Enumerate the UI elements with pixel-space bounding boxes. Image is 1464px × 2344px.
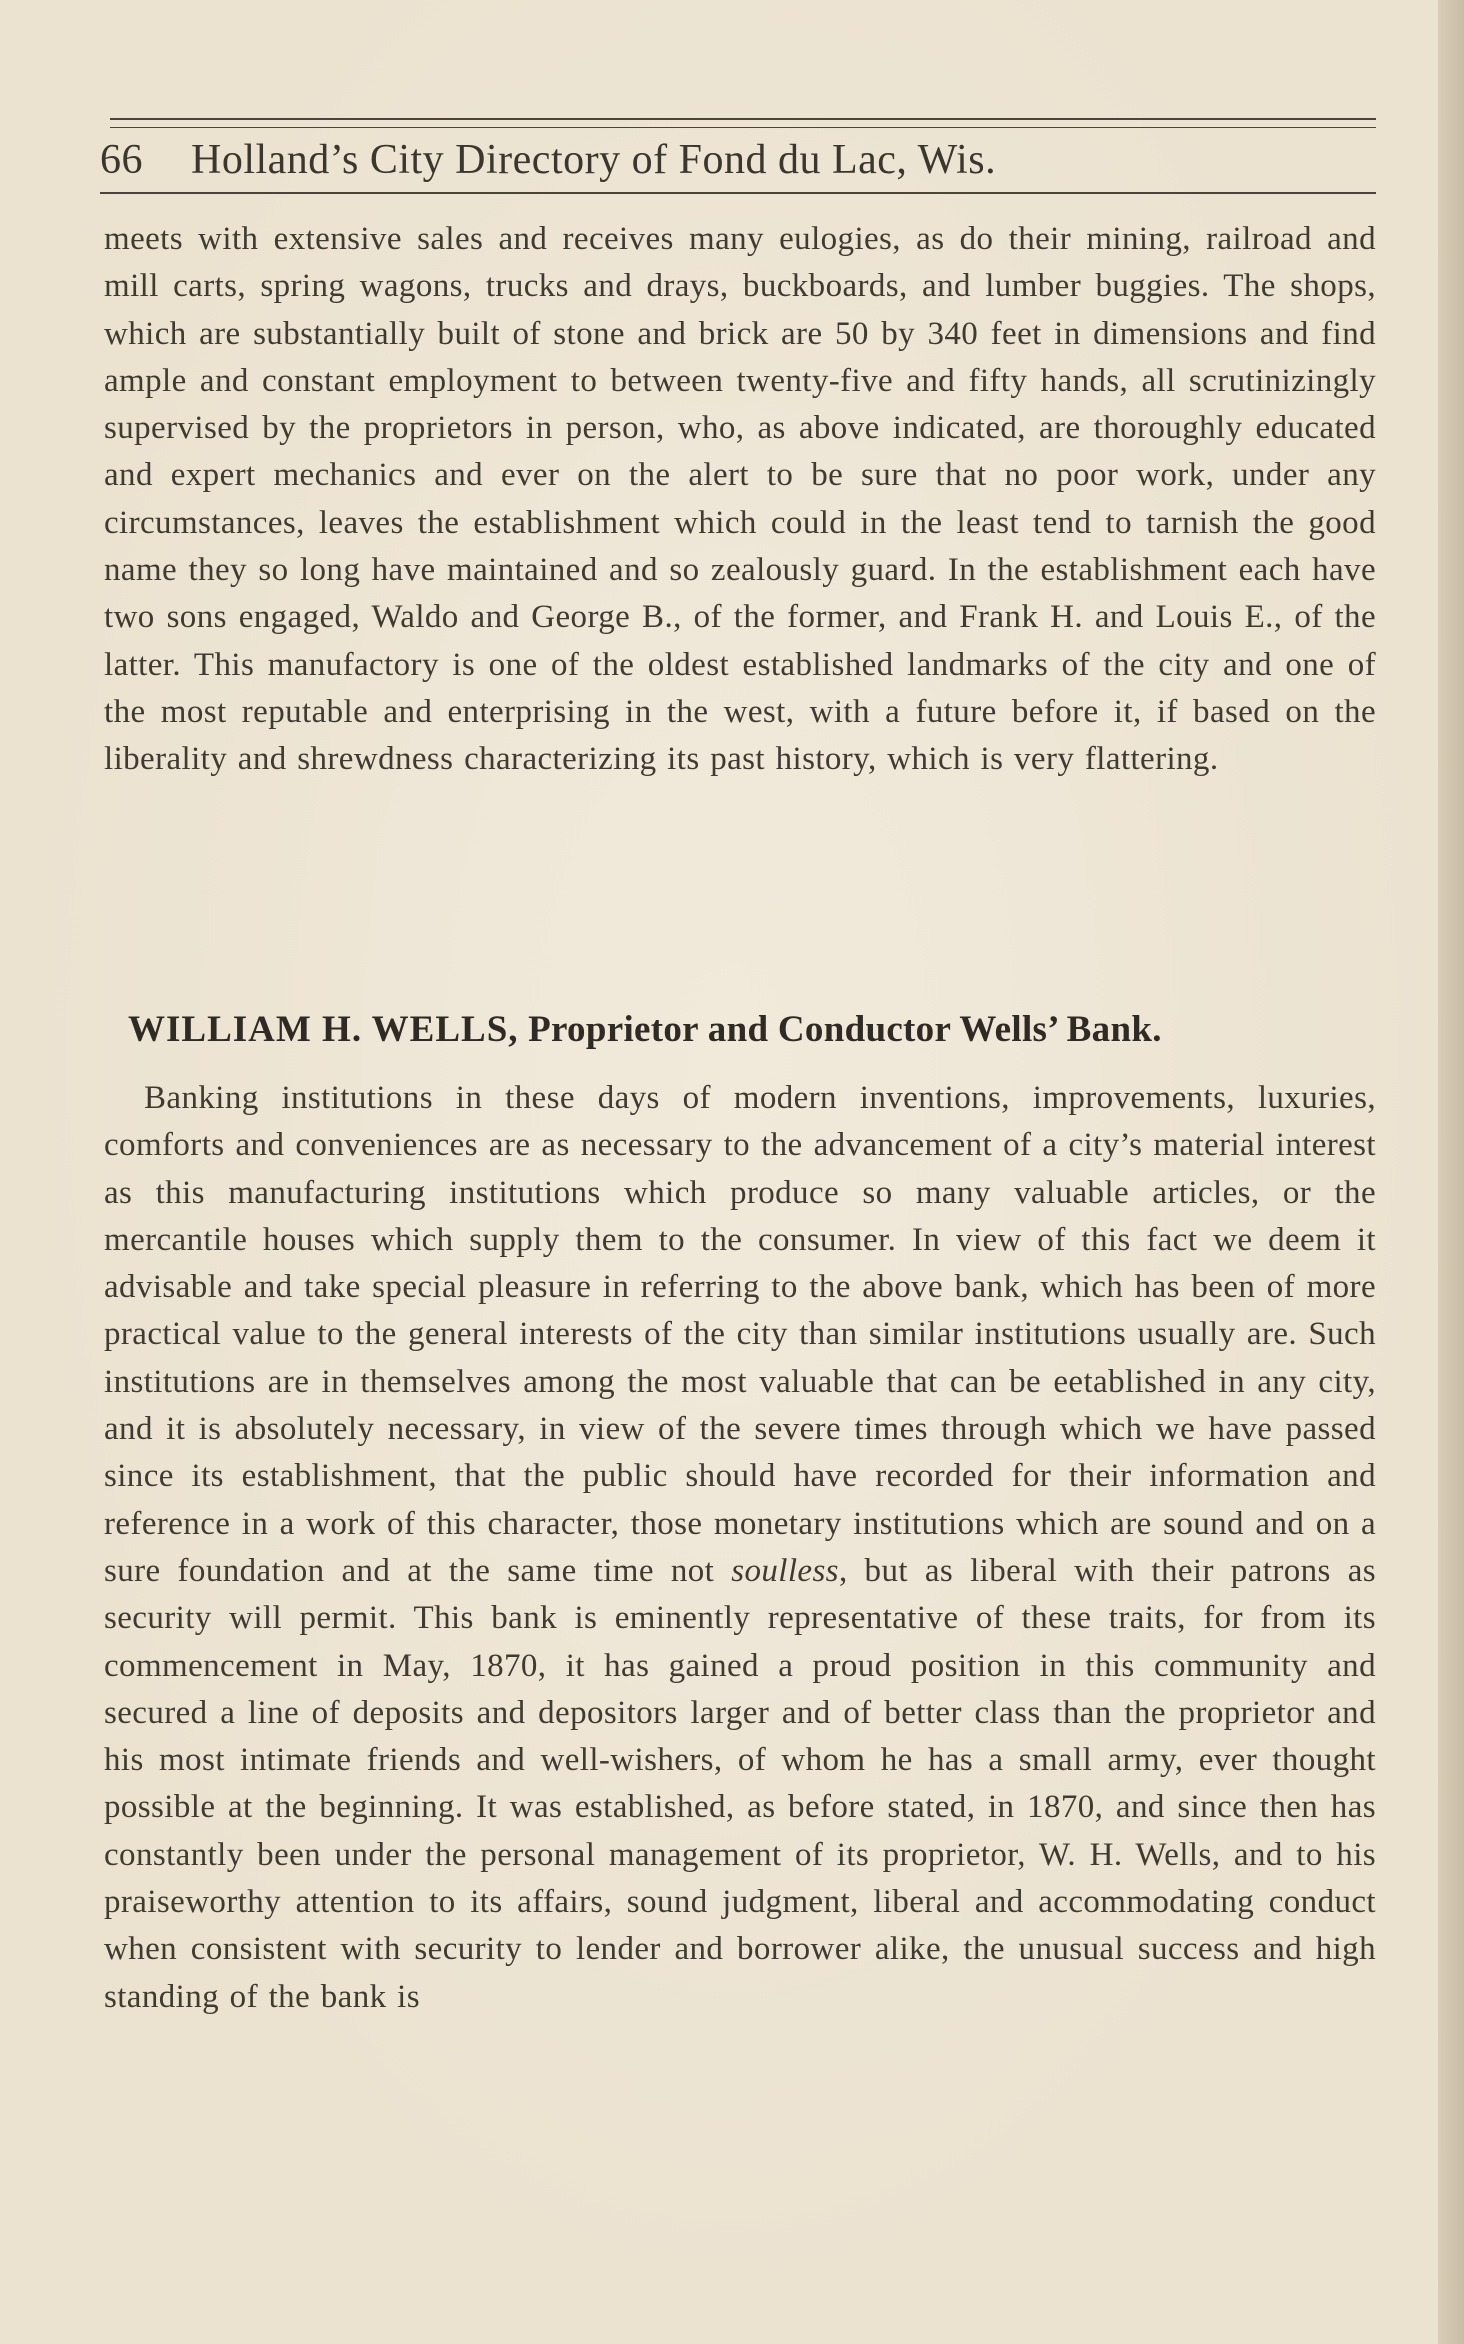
heading-name: WILLIAM H. WELLS, (128, 1009, 519, 1050)
page-number: 66 (100, 137, 143, 183)
article-text-part2: , but as liberal with their patrons as security will permit. This bank is eminently representative of these traits, for from its commencement in May, 1870, it has gained a proud position in this community and secured a line of deposits and depositors larger and of better class than the proprietor and his most intimate friends and well-wishers, of whom he has a small army, ever thought possible at the beginning. It was established, as before stated, in 1870, and since then has constantly been under the personal management of its proprietor, W. H. Wells, and to his praiseworthy attention to its affairs, sound judgment, liberal and accommodating conduct when consistent with security to lender and borrower alike, the unusual success and high standing of the bank is (104, 1552, 1376, 2015)
header-rule-top-thin (110, 127, 1376, 128)
running-head (100, 130, 1376, 190)
article-paragraph (104, 1075, 1376, 2021)
heading-role: Proprietor and Conductor Wells’ Bank. (528, 1009, 1162, 1050)
article-text-italic: soulless (731, 1552, 839, 1589)
header-rule-top (110, 118, 1376, 120)
header-rule-bottom (100, 192, 1376, 194)
article-heading (128, 1008, 1368, 1051)
running-title: Holland’s City Directory of Fond du Lac, Wis. (191, 137, 997, 183)
page-edge (1438, 0, 1464, 2344)
continued-paragraph: meets with extensive sales and receives many eulogies, as do their mining, railroad and mill carts, spring wagons, trucks and drays, buckboards, and lumber buggies. The shops, which are substantially built of stone and brick are 50 by 340 feet in dimensions and find ample and constant employment to between twenty-five and fifty hands, all scrutinizingly supervised by the proprietors in person, who, as above indicated, are thoroughly educated and expert mechanics and ever on the alert to be sure that no poor work, under any circumstances, leaves the establishment which could in the least tend to tarnish the good name they so long have maintained and so zealously guard. In the establishment each have two sons engaged, Waldo and George B., of the former, and Frank H. and Louis E., of the latter. This manufactory is one of the oldest established landmarks of the city and one of the most reputable and enterprising in the west, with a future before it, if based on the liberality and shrewdness characterizing its past history, which is very flattering. (104, 221, 1376, 778)
article-text-part1: Banking institutions in these days of modern inventions, improvements, luxuries, comforts and conveniences are as necessary to the advancement of a city’s material interest as this manufacturing institutions which produce so many valuable articles, or the mercantile houses which supply them to the consumer. In view of this fact we deem it advisable and take special pleasure in referring to the above bank, which has been of more practical value to the general interests of the city than similar institutions usually are. Such institutions are in themselves among the most valuable that can be eetablished in any city, and it is absolutely necessary, in view of the severe times through which we have passed since its establishment, that the public should have recorded for their information and reference in a work of this character, those monetary institutions which are sound and on a sure foundation and at the same time not (104, 1080, 1376, 1589)
